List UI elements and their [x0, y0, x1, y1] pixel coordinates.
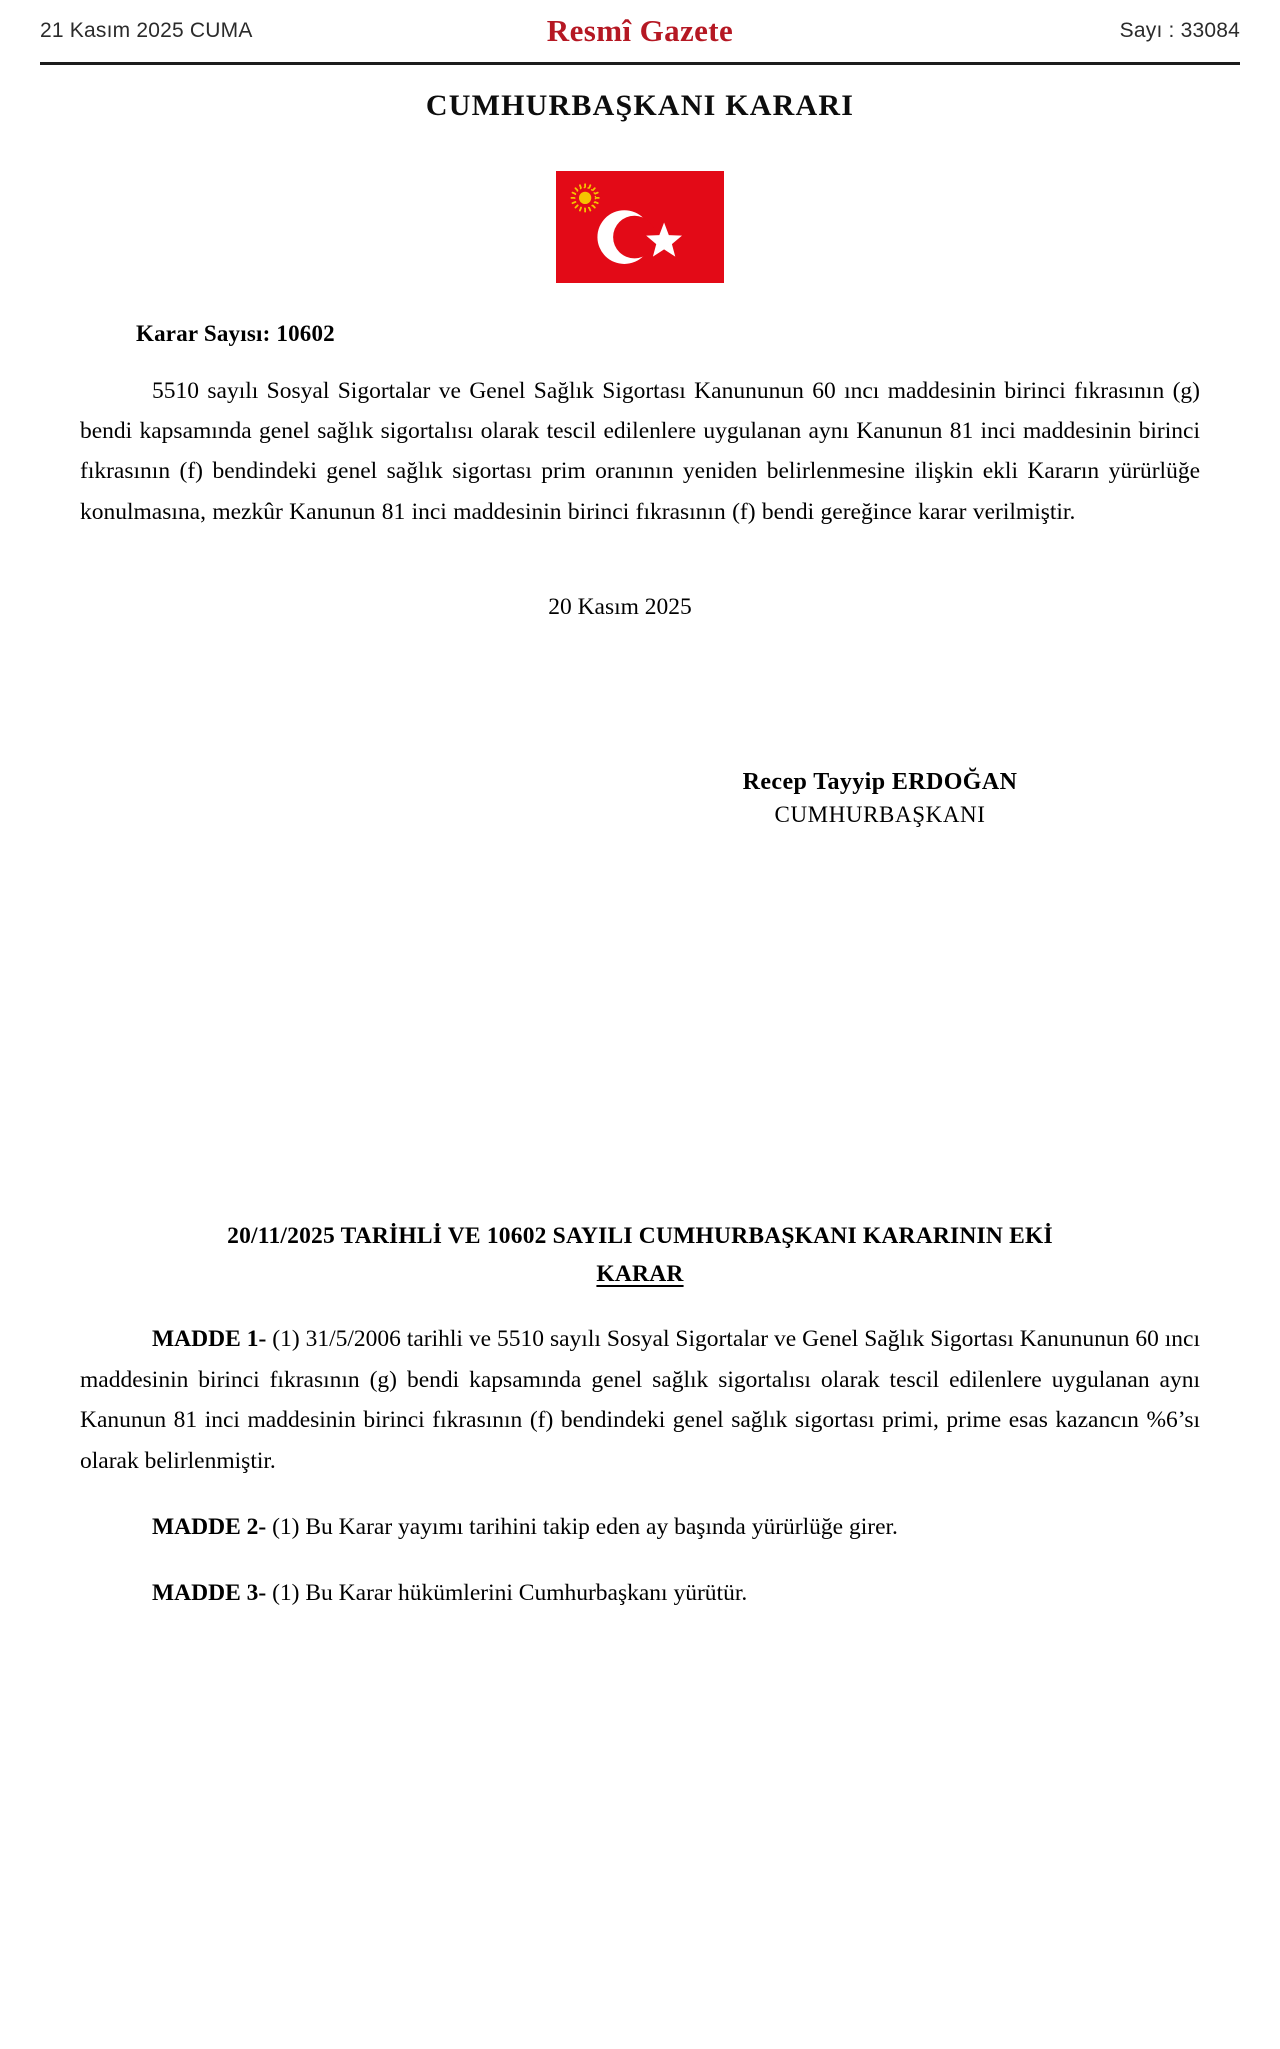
signatory-role: CUMHURBAŞKANI: [774, 802, 986, 828]
annex-article-1: [80, 1319, 1200, 1481]
annex-article-1-label: MADDE 1-: [152, 1326, 267, 1353]
emblem-container: [40, 171, 1240, 283]
decision-number: Karar Sayısı: 10602: [136, 321, 335, 346]
signature-block: [40, 769, 1240, 828]
annex-article-3-label: MADDE 3-: [152, 1580, 267, 1607]
masthead-divider: [40, 62, 1240, 65]
annex-article-1-text: (1) 31/5/2006 tarihli ve 5510 sayılı Sosyal Sigortalar ve Genel Sağlık Sigortası Kanununun 60 ıncı maddesinin birinci fıkrasının (g) bendi kapsamında genel sağlık sigortalısı olarak tescil edilenlere uygulanan aynı Kanunun 81 inci maddesinin birinci fıkrasının (f) bendindeki genel sağlık sigortası primi, prime esas kazancın %6’sı olarak belirlenmiştir.: [80, 1326, 1200, 1474]
decision-body: [80, 371, 1200, 533]
masthead-issue-number: Sayı : 33084: [1119, 19, 1240, 42]
masthead: [40, 0, 1240, 62]
annex-article-3-text: (1) Bu Karar hükümlerini Cumhurbaşkanı yürütür.: [266, 1580, 748, 1607]
signatory-name: Recep Tayyip ERDOĞAN: [742, 769, 1018, 796]
annex-heading: [40, 1218, 1240, 1293]
annex-heading-line-2: KARAR: [596, 1260, 684, 1287]
page-title: CUMHURBAŞKANI KARARI: [425, 89, 855, 122]
annex-article-2: [80, 1507, 1200, 1547]
decision-paragraph: 5510 sayılı Sosyal Sigortalar ve Genel Sağlık Sigortası Kanununun 60 ıncı maddesinin birinci fıkrasının (g) bendi kapsamında genel sağlık sigortalısı olarak tescil edilenlere uygulanan aynı Kanunun 81 inci maddesinin birinci fıkrasının (f) bendindeki genel sağlık sigortası prim oranının yeniden belirlenmesine ilişkin ekli Kararın yürürlüğe konulmasına, mezkûr Kanunun 81 inci maddesinin birinci fıkrasının (f) bendi gereğince karar verilmiştir.: [80, 377, 1200, 525]
annex-section: [40, 1218, 1240, 1614]
masthead-title: Resmî Gazete: [546, 13, 734, 48]
annex-article-2-label: MADDE 2-: [152, 1513, 267, 1540]
annex-heading-line-1: 20/11/2025 TARİHLİ VE 10602 SAYILI CUMHURBAŞKANI KARARININ EKİ: [227, 1223, 1053, 1250]
masthead-date: 21 Kasım 2025 CUMA: [40, 19, 253, 42]
turkish-flag-icon: [556, 171, 724, 283]
decision-date: 20 Kasım 2025: [548, 594, 692, 621]
annex-article-2-text: (1) Bu Karar yayımı tarihini takip eden ay başında yürürlüğe girer.: [266, 1513, 898, 1540]
annex-article-3: [80, 1573, 1200, 1613]
